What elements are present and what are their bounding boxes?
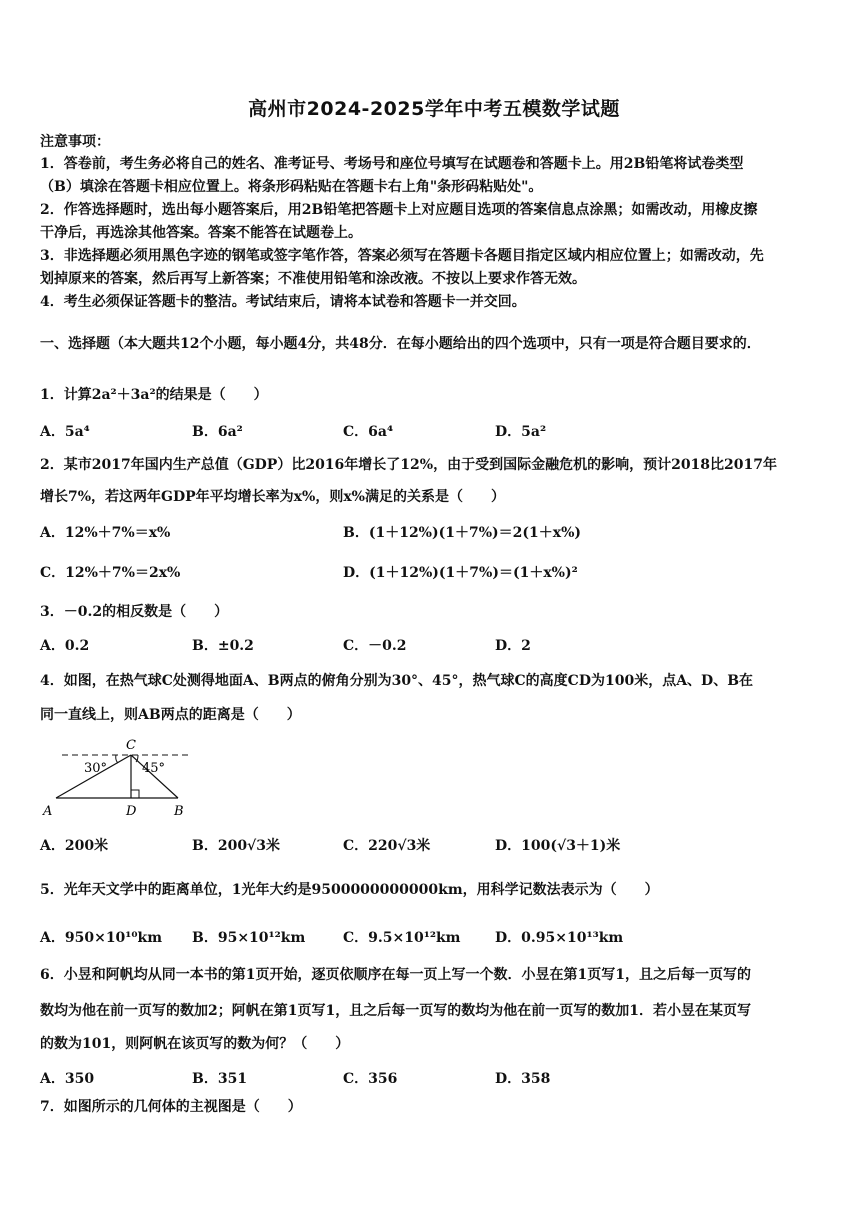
question-3-option-c: C．－0.2 [343,638,407,654]
question-1-option-d: D．5a² [495,424,547,440]
question-3-option-b: B．±0.2 [192,638,254,654]
question-2-stem-line2: 增长7%，若这两年GDP年平均增长率为x%，则x%满足的关系是（ ） [40,489,505,505]
question-1-option-b: B．6a² [192,424,243,440]
question-3-option-d: D．2 [495,638,531,654]
label-angle-45: 45° [142,761,166,776]
question-2-option-a: A．12%＋7%＝x% [40,525,171,541]
angle-arc-30 [116,755,118,763]
label-a: A [43,804,53,819]
right-angle-mark [131,790,139,798]
question-5-stem: 5．光年天文学中的距离单位，1光年大约是9500000000000km，用科学记数法表示为（ ） [40,882,659,898]
question-5-option-c: C．9.5×10¹²km [343,930,461,946]
question-2-stem-line1: 2．某市2017年国内生产总值（GDP）比2016年增长了12%，由于受到国际金融危机的影响，预计2018比2017年 [40,457,778,473]
question-4-option-c: C．220√3米 [343,838,431,854]
question-2-option-b: B．(1＋12%)(1＋7%)＝2(1＋x%) [343,525,582,541]
notes-line: 2．作答选择题时，选出每小题答案后，用2B铅笔把答题卡上对应题目选项的答案信息点涂黑；如需改动，用橡皮擦 [40,202,758,218]
question-1-option-c: C．6a⁴ [343,424,394,440]
label-angle-30: 30° [84,761,108,776]
question-6-option-c: C．356 [343,1071,398,1087]
section-heading: 一、选择题（本大题共12个小题，每小题4分，共48分．在每小题给出的四个选项中，只有一项是符合题目要求的． [40,336,761,352]
question-5-option-a: A．950×10¹⁰km [40,930,163,946]
question-4-option-a: A．200米 [40,838,109,854]
question-3-stem: 3．－0.2的相反数是（ ） [40,604,229,620]
notes-line: 干净后，再选涂其他答案。答案不能答在试题卷上。 [40,225,362,241]
question-4-option-b: B．200√3米 [192,838,280,854]
balloon-triangle-figure [38,735,198,820]
question-6-option-a: A．350 [40,1071,95,1087]
question-1-option-a: A．5a⁴ [40,424,90,440]
question-4-option-d: D．100(√3＋1)米 [495,838,621,854]
question-6-stem-line2: 数均为他在前一页写的数加2；阿帆在第1页写1，且之后每一页写的数均为他在前一页写的数加1．若小昱在某页写 [40,1003,751,1019]
page-title: 高州市2024-2025学年中考五模数学试题 [248,98,620,120]
question-2-option-d: D．(1＋12%)(1＋7%)＝(1＋x%)² [343,565,578,581]
question-7-stem: 7．如图所示的几何体的主视图是（ ） [40,1099,302,1115]
question-1-stem: 1．计算2a²＋3a²的结果是（ ） [40,387,268,403]
question-2-option-c: C．12%＋7%＝2x% [40,565,181,581]
notes-line: 划掉原来的答案，然后再写上新答案；不准使用铅笔和涂改液。不按以上要求作答无效。 [40,271,586,287]
label-c: C [126,738,136,753]
question-6-option-b: B．351 [192,1071,248,1087]
question-3-option-a: A．0.2 [40,638,90,654]
question-5-option-d: D．0.95×10¹³km [495,930,624,946]
question-6-option-d: D．358 [495,1071,551,1087]
notes-line: 1．答卷前，考生务必将自己的姓名、准考证号、考场号和座位号填写在试题卷和答题卡上。用2B铅笔将试卷类型 [40,156,744,172]
question-4-stem-line2: 同一直线上，则AB两点的距离是（ ） [40,707,301,723]
notes-heading: 注意事项： [40,134,110,150]
label-b: B [174,804,184,819]
question-5-option-b: B．95×10¹²km [192,930,306,946]
question-6-stem-line3: 的数为101，则阿帆在该页写的数为何？（ ） [40,1036,350,1052]
notes-line: （B）填涂在答题卡相应位置上。将条形码粘贴在答题卡右上角"条形码粘贴处"。 [40,179,543,195]
question-6-stem-line1: 6．小昱和阿帆均从同一本书的第1页开始，逐页依顺序在每一页上写一个数．小昱在第1页写1，且之后每一页写的 [40,967,751,983]
question-4-stem-line1: 4．如图，在热气球C处测得地面A、B两点的俯角分别为30°、45°，热气球C的高度CD为100米，点A、D、B在 [40,673,754,689]
notes-line: 3．非选择题必须用黑色字迹的钢笔或签字笔作答，答案必须写在答题卡各题目指定区域内相应位置上；如需改动，先 [40,248,764,264]
notes-line: 4．考生必须保证答题卡的整洁。考试结束后，请将本试卷和答题卡一并交回。 [40,294,526,310]
label-d: D [126,804,137,819]
